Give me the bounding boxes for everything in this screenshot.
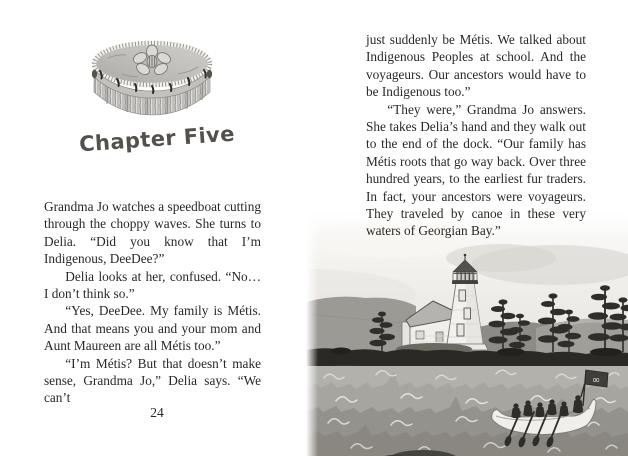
paragraph: Delia looks at her, confused. “No… I don’t think so.” [44, 268, 261, 302]
left-page-text [44, 198, 261, 407]
lighthouse-scene-icon [306, 210, 628, 456]
paragraph: “They were,” Grandma Jo answers. She takes Delia’s hand and they walk out to the end of the dock. “Our family has Métis roots that go way back. Over three hundred years, to the earliest fur traders. In fact, your ancestors were voyageurs. They traveled by canoe in these very waters of Georgian Bay.” [366, 101, 586, 239]
drum-illustration [82, 34, 222, 120]
right-page-text [366, 31, 586, 240]
hand-drum-icon [82, 34, 222, 120]
paragraph: “I’m Métis? But that doesn’t make sense, Grandma Jo,” Delia says. “We can’t [44, 355, 261, 406]
infinity-symbol: ∞ [591, 375, 601, 386]
paragraph: Grandma Jo watches a speedboat cutting through the choppy waves. She turns to Delia. “Did you know that I’m Indigenous, DeeDee?” [44, 199, 261, 267]
page-number: 24 [150, 405, 164, 420]
chapter-title: Chapter Five [78, 121, 236, 157]
paragraph: “Yes, DeeDee. My family is Métis. And that means you and your mom and Aunt Maureen are all Métis too.” [44, 303, 261, 354]
right-page [314, 0, 628, 456]
left-fade [306, 210, 318, 456]
paragraph: just suddenly be Métis. We talked about Indigenous Peoples at school. And the voyageurs. Our ancestors would have to be Indigenous too.” [366, 32, 586, 100]
lighthouse-scene-illustration [306, 210, 628, 456]
